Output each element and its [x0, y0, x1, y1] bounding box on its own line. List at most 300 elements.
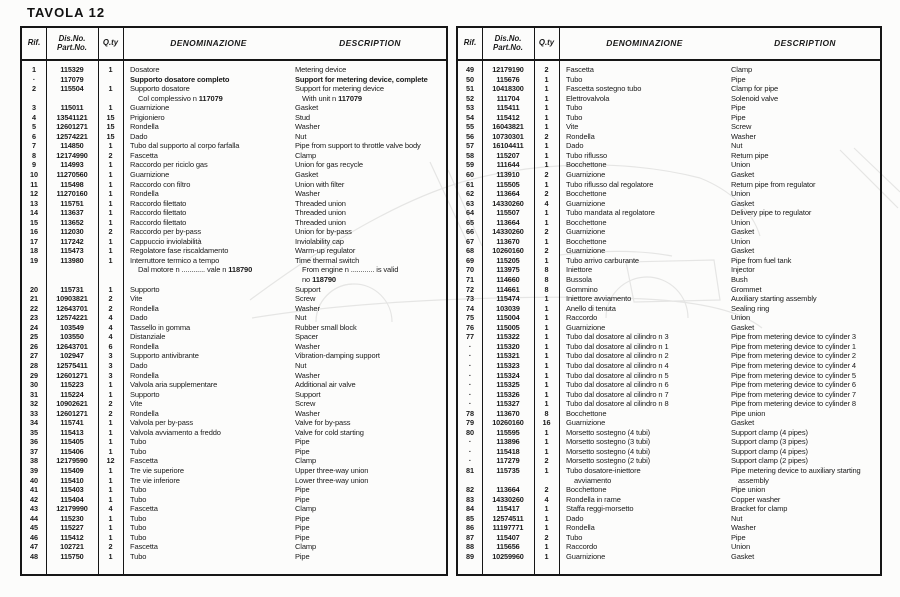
- rif-cell: ·: [468, 370, 472, 380]
- description-cell: Gasket: [295, 170, 319, 180]
- part-number-cell: 103039: [496, 303, 520, 313]
- table-row: [458, 84, 880, 94]
- description-cell: Union with filter: [295, 179, 345, 189]
- description-cell: Pipe: [295, 532, 310, 542]
- description-cell: Pipe: [731, 532, 746, 542]
- qty-cell: 16: [542, 418, 551, 428]
- header-denominazione: DENOMINAZIONE: [170, 38, 247, 49]
- rif-cell: 11: [30, 179, 38, 189]
- description-cell: Nut: [295, 131, 307, 141]
- rif-cell: [22, 265, 46, 275]
- rif-cell: ·: [468, 437, 472, 447]
- part-number-cell: 12643701: [56, 341, 88, 351]
- part-number-cell: 115741: [60, 418, 84, 428]
- part-number-cell: 12574221: [56, 131, 88, 141]
- part-number-cell: 115329: [60, 65, 84, 74]
- denominazione-cell: Supporto: [130, 389, 160, 399]
- denominazione-cell: Bocchettone: [566, 408, 607, 418]
- qty-cell: 15: [106, 131, 115, 141]
- table-row: [458, 342, 880, 352]
- table-row: [458, 265, 880, 275]
- rif-cell: ·: [468, 351, 472, 361]
- table-row: [458, 141, 880, 151]
- header-rif: Rif.: [463, 38, 477, 48]
- table-row: [22, 227, 446, 237]
- table-row: [22, 313, 446, 323]
- table-row: [458, 514, 880, 524]
- denominazione-cell: Fascetta: [566, 65, 594, 74]
- qty-cell: 15: [106, 112, 115, 122]
- table-row: [458, 361, 880, 371]
- denominazione-cell: Supporto dosatore: [130, 84, 190, 94]
- denominazione-cell: Tubo riflusso dal regolatore: [566, 179, 654, 189]
- description-cell: Clamp: [295, 542, 317, 552]
- rif-cell: 69: [466, 255, 474, 265]
- rif-cell: 43: [30, 504, 38, 514]
- part-number-cell: 115011: [60, 103, 84, 113]
- qty-cell: 2: [544, 65, 549, 74]
- table-row: [22, 514, 446, 524]
- qty-cell: 1: [108, 494, 113, 504]
- part-number-cell: 103550: [60, 332, 84, 342]
- rif-cell: 40: [30, 475, 38, 485]
- qty-cell: 1: [108, 427, 113, 437]
- part-number-cell: 12601271: [56, 408, 88, 418]
- denominazione-cell: Rondella: [130, 189, 159, 199]
- part-number-cell: 115224: [60, 389, 84, 399]
- qty-cell: 1: [544, 141, 549, 151]
- table-row: [458, 313, 880, 323]
- denominazione-cell: Raccordo con filtro: [130, 179, 191, 189]
- qty-cell: 1: [108, 217, 113, 227]
- part-number-cell: [46, 94, 98, 104]
- denominazione-cell: Tubo dal dosatore al cilindro n 2: [566, 351, 669, 361]
- part-number-cell: 102947: [60, 351, 84, 361]
- qty-cell: 1: [108, 246, 113, 256]
- qty-cell: 1: [544, 74, 549, 84]
- description-cell: Union: [731, 189, 750, 199]
- rif-cell: 64: [466, 208, 474, 218]
- description-cell: Pipe: [295, 551, 310, 561]
- qty-cell: 2: [108, 294, 113, 304]
- part-number-cell: 115417: [496, 504, 520, 514]
- table-row: [458, 160, 880, 170]
- rif-cell: 85: [466, 513, 474, 523]
- denominazione-cell: Supporto dosatore completo: [130, 74, 230, 84]
- part-number-cell: 115656: [496, 542, 520, 552]
- denominazione-cell: Raccordo per riciclo gas: [130, 160, 208, 170]
- part-number-cell: 115227: [60, 523, 84, 533]
- description-cell: Washer: [295, 122, 320, 132]
- description-cell: Gasket: [731, 198, 755, 208]
- denominazione-cell: Regolatore fase riscaldamento: [130, 246, 229, 256]
- qty-cell: 1: [544, 93, 549, 103]
- rif-cell: 23: [30, 313, 38, 323]
- description-cell: Union: [731, 217, 750, 227]
- table-row: [22, 294, 446, 304]
- description-cell: Pipe: [295, 446, 310, 456]
- denominazione-cell: Vite: [130, 399, 143, 409]
- qty-cell: 4: [544, 494, 549, 504]
- description-cell: Gasket: [731, 246, 755, 256]
- rif-cell: 77: [466, 332, 474, 342]
- description-cell: Pipe from metering device to cylinder 4: [731, 360, 856, 370]
- rif-cell: 45: [30, 523, 38, 533]
- qty-cell: 8: [544, 284, 549, 294]
- qty-cell: 1: [108, 160, 113, 170]
- qty-cell: 1: [544, 84, 549, 94]
- table-row: [458, 180, 880, 190]
- denominazione-cell: Tubo dal dosatore al cilindro n 8: [566, 399, 669, 409]
- rif-cell: ·: [468, 456, 472, 466]
- rif-cell: 28: [30, 360, 38, 370]
- qty-cell: 1: [108, 179, 113, 189]
- denominazione-cell: Tubo mandata al regolatore: [566, 208, 655, 218]
- qty-cell: 1: [544, 160, 549, 170]
- qty-cell: 1: [544, 150, 549, 160]
- rif-cell: 31: [30, 389, 38, 399]
- description-cell: Nut: [731, 141, 743, 151]
- table-row: [458, 285, 880, 295]
- table-row: [22, 180, 446, 190]
- description-cell: Upper three-way union: [295, 465, 369, 475]
- part-number-cell: 10903821: [56, 294, 88, 304]
- qty-cell: 1: [544, 437, 549, 447]
- denominazione-cell: Guarnizione: [130, 170, 170, 180]
- table-row: [22, 380, 446, 390]
- qty-cell: 1: [108, 475, 113, 485]
- rif-cell: 30: [30, 380, 38, 390]
- qty-cell: 1: [108, 65, 113, 74]
- description-cell: Support clamp (2 pipes): [731, 456, 808, 466]
- qty-cell: 1: [108, 551, 113, 561]
- part-number-cell: 115731: [60, 284, 84, 294]
- qty-cell: 1: [108, 485, 113, 495]
- rif-cell: ·: [32, 74, 36, 84]
- denominazione-cell: Guarnizione: [566, 418, 606, 428]
- qty-cell: 1: [544, 122, 549, 132]
- description-cell: From engine n ............ is valid: [302, 265, 399, 275]
- qty-cell: 1: [544, 389, 549, 399]
- qty-cell: 1: [108, 170, 113, 180]
- description-cell: Screw: [731, 122, 752, 132]
- qty-cell: 3: [108, 370, 113, 380]
- part-number-cell: [46, 275, 98, 285]
- table-row: [22, 246, 446, 256]
- part-number-cell: 115750: [60, 551, 84, 561]
- table-row: [458, 504, 880, 514]
- description-cell: Warm-up regulator: [295, 246, 356, 256]
- rif-cell: 7: [32, 141, 36, 151]
- part-number-cell: 115504: [60, 84, 84, 94]
- rif-cell: [22, 275, 46, 285]
- table-header: [458, 28, 880, 61]
- table-row: [458, 170, 880, 180]
- table-row: [22, 122, 446, 132]
- denominazione-cell: Rondella: [566, 523, 595, 533]
- part-number-cell: 115595: [496, 427, 520, 437]
- table-row: [458, 122, 880, 132]
- rif-cell: 76: [466, 322, 474, 332]
- part-number-cell: 115407: [496, 532, 520, 542]
- description-cell: Screw: [295, 399, 316, 409]
- description-cell: Union: [731, 313, 750, 323]
- part-number-cell: 103549: [60, 322, 84, 332]
- qty-cell: 2: [544, 456, 549, 466]
- qty-cell: 1: [108, 446, 113, 456]
- part-number-cell: 113910: [496, 170, 520, 180]
- part-number-cell: 12179990: [56, 504, 88, 514]
- description-cell: Bush: [731, 275, 748, 285]
- denominazione-cell: Dado: [130, 313, 148, 323]
- part-number-cell: 11270160: [56, 189, 88, 199]
- qty-cell: 1: [544, 380, 549, 390]
- description-cell: Pipe from metering device to cylinder 6: [731, 380, 856, 390]
- denominazione-cell: Valvola avviamento a freddo: [130, 427, 221, 437]
- part-number-cell: 10418300: [492, 84, 524, 94]
- qty-cell: 2: [544, 131, 549, 141]
- description-cell: assembly: [738, 475, 769, 485]
- table-row: [458, 533, 880, 543]
- denominazione-cell: Tubo: [130, 494, 147, 504]
- description-cell: Gasket: [295, 103, 319, 113]
- table-row: [458, 542, 880, 552]
- qty-cell: 1: [544, 465, 549, 475]
- denominazione-cell: Fascetta sostegno tubo: [566, 84, 642, 94]
- rif-cell: 39: [30, 465, 38, 475]
- qty-cell: 2: [108, 399, 113, 409]
- denominazione-cell: Rondella: [130, 341, 159, 351]
- rif-cell: 63: [466, 198, 474, 208]
- rif-cell: 50: [466, 74, 474, 84]
- rif-cell: 16: [30, 227, 38, 237]
- qty-cell: 1: [108, 465, 113, 475]
- rif-cell: 79: [466, 418, 474, 428]
- rif-cell: 54: [466, 112, 474, 122]
- denominazione-cell: Gommino: [566, 284, 598, 294]
- part-number-cell: 12575411: [56, 360, 88, 370]
- table-row: [458, 456, 880, 466]
- table-row: [22, 256, 446, 266]
- part-number-cell: 115409: [60, 465, 84, 475]
- rif-cell: 72: [466, 284, 474, 294]
- qty-cell: 1: [544, 313, 549, 323]
- table-row: [458, 399, 880, 409]
- header-qty: Q.ty: [102, 38, 119, 48]
- table-row: [22, 218, 446, 228]
- denominazione-cell: Tubo dosatore-iniettore: [566, 465, 641, 475]
- rif-cell: 3: [32, 103, 36, 113]
- description-cell: Pipe union: [731, 485, 766, 495]
- rif-cell: 74: [466, 303, 474, 313]
- denominazione-cell: Raccordo per by-pass: [130, 227, 201, 237]
- rif-cell: ·: [468, 389, 472, 399]
- description-cell: Gasket: [731, 170, 755, 180]
- description-cell: Injector: [731, 265, 755, 275]
- description-cell: Clamp: [295, 456, 317, 466]
- description-cell: Solenoid valve: [731, 93, 779, 103]
- denominazione-cell: Morsetto sostegno (3 tubi): [566, 437, 651, 447]
- table-row: [458, 189, 880, 199]
- part-number-cell: 115223: [60, 380, 84, 390]
- header-description: DESCRIPTION: [774, 38, 836, 49]
- denominazione-cell: Rondella: [566, 131, 595, 141]
- qty-cell: 1: [108, 189, 113, 199]
- denominazione-cell: Fascetta: [130, 150, 158, 160]
- rif-cell: 84: [466, 504, 474, 514]
- qty-cell: 4: [544, 198, 549, 208]
- qty-cell: [98, 75, 123, 85]
- description-cell: Additional air valve: [295, 380, 356, 390]
- rif-cell: 22: [30, 303, 38, 313]
- part-number-cell: 114993: [60, 160, 84, 170]
- qty-cell: 1: [544, 303, 549, 313]
- description-cell: Return pipe from regulator: [731, 179, 816, 189]
- rif-cell: 89: [466, 551, 474, 561]
- denominazione-cell: Fascetta: [130, 542, 158, 552]
- table-row: [458, 371, 880, 381]
- description-cell: Return pipe: [731, 150, 769, 160]
- qty-cell: 1: [544, 255, 549, 265]
- part-number-cell: 10260160: [492, 246, 524, 256]
- part-number-cell: 113652: [60, 217, 84, 227]
- rif-cell: 9: [32, 160, 36, 170]
- table-row: [458, 199, 880, 209]
- description-cell: Vibration-damping support: [295, 351, 380, 361]
- rif-cell: ·: [468, 446, 472, 456]
- description-cell: Pipe: [295, 494, 310, 504]
- denominazione-cell: Dado: [130, 360, 148, 370]
- table-row: [22, 552, 446, 562]
- denominazione-cell: Rondella: [130, 408, 159, 418]
- qty-cell: 1: [108, 284, 113, 294]
- part-number-cell: 115321: [496, 351, 520, 361]
- rif-cell: 21: [30, 294, 38, 304]
- description-cell: Union for gas recycle: [295, 160, 363, 170]
- column-divider: [123, 28, 124, 574]
- denominazione-cell: Dosatore: [130, 65, 160, 74]
- table-row: [458, 409, 880, 419]
- part-number-cell: 113975: [496, 265, 520, 275]
- qty-cell: 8: [544, 265, 549, 275]
- part-number-cell: 113664: [496, 485, 520, 495]
- denominazione-cell: Raccordo filettato: [130, 198, 187, 208]
- table-row: [22, 504, 446, 514]
- table-header: [22, 28, 446, 61]
- denominazione-cell: avviamento: [574, 475, 612, 485]
- rif-cell: 87: [466, 532, 474, 542]
- rif-cell: 6: [32, 131, 36, 141]
- part-number-cell: 115320: [496, 341, 520, 351]
- rif-cell: 8: [32, 150, 36, 160]
- description-cell: Washer: [295, 303, 320, 313]
- table-row: [458, 390, 880, 400]
- description-cell: Spacer: [295, 332, 319, 342]
- rif-cell: 41: [30, 485, 38, 495]
- table-row: [458, 246, 880, 256]
- denominazione-cell: Dado: [566, 513, 584, 523]
- denominazione-cell: Rondella: [130, 303, 159, 313]
- table-row: [22, 342, 446, 352]
- part-number-cell: 11197771: [492, 523, 524, 533]
- qty-cell: 2: [544, 189, 549, 199]
- rif-cell: 5: [32, 122, 36, 132]
- rif-cell: 48: [30, 551, 38, 561]
- description-cell: Pipe union: [731, 408, 766, 418]
- rif-cell: 34: [30, 418, 38, 428]
- description-cell: Nut: [731, 513, 743, 523]
- table-row: [458, 75, 880, 85]
- description-cell: Pipe from metering device to cylinder 5: [731, 370, 856, 380]
- qty-cell: 1: [544, 360, 549, 370]
- qty-cell: 1: [544, 504, 549, 514]
- part-number-cell: 102721: [60, 542, 84, 552]
- denominazione-cell: Tubo: [566, 532, 583, 542]
- denominazione-cell: Supporto antivibrante: [130, 351, 199, 361]
- table-row: [22, 418, 446, 428]
- denominazione-cell: Iniettore avviamento: [566, 294, 632, 304]
- part-number-cell: 115207: [496, 150, 520, 160]
- qty-cell: 1: [544, 332, 549, 342]
- rif-cell: 53: [466, 103, 474, 113]
- description-cell: Support clamp (3 pipes): [731, 437, 808, 447]
- rif-cell: ·: [468, 399, 472, 409]
- qty-cell: 1: [544, 542, 549, 552]
- rif-cell: 2: [32, 84, 36, 94]
- table-row: [458, 332, 880, 342]
- table-row: [458, 418, 880, 428]
- header-denominazione: DENOMINAZIONE: [606, 38, 683, 49]
- part-number-cell: 113670: [496, 236, 520, 246]
- denominazione-cell: Tubo: [566, 112, 583, 122]
- qty-cell: [98, 275, 123, 285]
- rif-cell: 68: [466, 246, 474, 256]
- denominazione-cell: Tubo riflusso: [566, 150, 608, 160]
- qty-cell: 1: [544, 179, 549, 189]
- rif-cell: 88: [466, 542, 474, 552]
- denominazione-cell: Bocchettone: [566, 236, 607, 246]
- table-row: [458, 304, 880, 314]
- description-cell: Inviolability cap: [295, 236, 344, 246]
- description-cell: Grommet: [731, 284, 762, 294]
- page-title: TAVOLA 12: [27, 5, 106, 20]
- table-row: [22, 151, 446, 161]
- part-number-cell: 115505: [496, 179, 520, 189]
- table-row: [22, 495, 446, 505]
- description-cell: Washer: [731, 131, 756, 141]
- qty-cell: 1: [108, 84, 113, 94]
- table-row: [22, 332, 446, 342]
- denominazione-cell: Guarnizione: [130, 103, 170, 113]
- denominazione-cell: Guarnizione: [566, 246, 606, 256]
- table-row: [458, 552, 880, 562]
- denominazione-cell: Rondella: [130, 370, 159, 380]
- table-row: [22, 361, 446, 371]
- qty-cell: 2: [544, 246, 549, 256]
- denominazione-cell: Staffa reggi-morsetto: [566, 504, 634, 514]
- part-number-cell: 12574511: [492, 513, 524, 523]
- part-number-cell: 12179590: [56, 456, 88, 466]
- description-cell: Stud: [295, 112, 310, 122]
- denominazione-cell: Rondella in rame: [566, 494, 621, 504]
- qty-cell: 1: [544, 551, 549, 561]
- table-row: [458, 447, 880, 457]
- description-cell: Clamp: [295, 150, 317, 160]
- part-number-cell: 115403: [60, 485, 84, 495]
- description-cell: Pipe: [731, 112, 746, 122]
- description-cell: With unit n 117079: [302, 93, 362, 103]
- table-row: [458, 351, 880, 361]
